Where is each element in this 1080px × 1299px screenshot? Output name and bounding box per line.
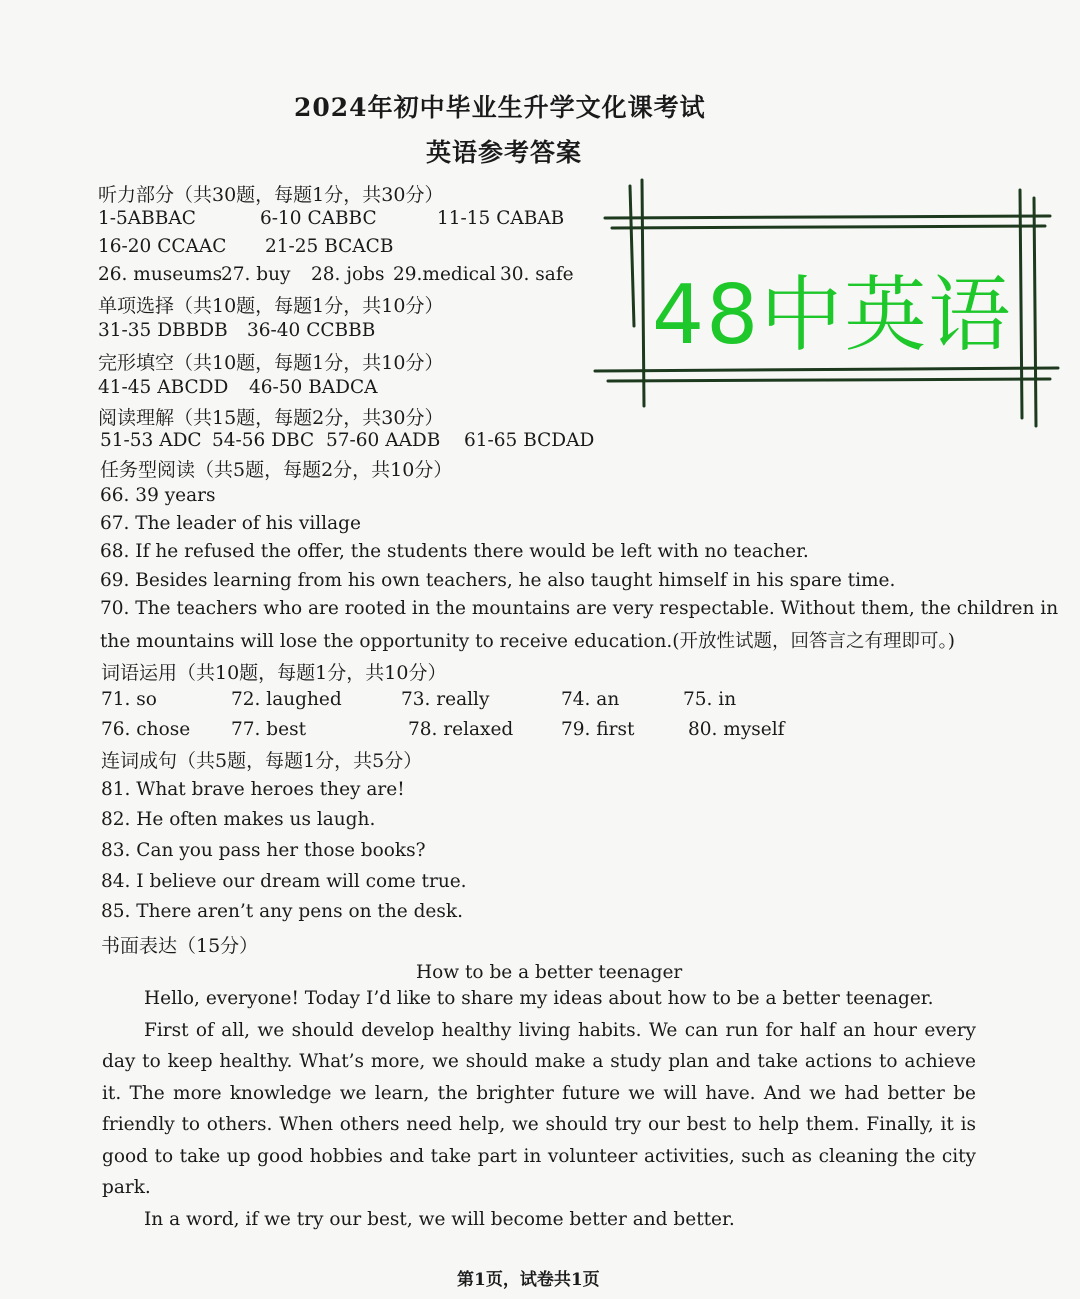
answer-group: 6-10 CABBC (260, 208, 377, 229)
answer-item: 30. safe (500, 264, 574, 285)
answer-group: 41-45 ABCDD (98, 377, 229, 398)
cloze-heading: 完形填空（共10题，每题1分，共10分） (98, 352, 444, 374)
essay-paragraph: First of all, we should develop healthy living habits. We can run for half an hour every day to keep healthy. What’s more, we should make a study plan and take actions to achieve it. The more knowledge we learn, the brighter future we will have. And we had better be friendly to others. When others need help, we should try our best to help them. Finally, it is good to take up good hobbies and take part in volunteer activities, such as cleaning the city park. (102, 1019, 976, 1198)
answer-group: 21-25 BCACB (265, 236, 394, 257)
answer-item: 79. first (561, 719, 635, 740)
answer-line: 81. What brave heroes they are! (101, 779, 405, 800)
answer-line: 69. Besides learning from his own teachers, he also taught himself in his spare time. (100, 570, 896, 591)
answer-item: 29.medical (393, 264, 496, 285)
answer-line: 67. The leader of his village (100, 513, 361, 534)
answer-line: 68. If he refused the offer, the students there would be left with no teacher. (100, 541, 809, 562)
answer-line: 66. 39 years (100, 485, 216, 506)
essay-paragraph: In a word, if we try our best, we will become better and better. (144, 1208, 735, 1230)
answer-item: 78. relaxed (408, 719, 514, 740)
single-choice-heading: 单项选择（共10题，每题1分，共10分） (98, 295, 444, 317)
answer-key-title: 英语参考答案 (426, 138, 583, 167)
sentences-heading: 连词成句（共5题，每题1分，共5分） (101, 750, 423, 772)
answer-group: 16-20 CCAAC (98, 236, 227, 257)
listening-heading: 听力部分（共30题，每题1分，共30分） (98, 184, 444, 206)
writing-heading: 书面表达（15分） (101, 935, 259, 957)
answer-group: 1-5ABBAC (98, 208, 196, 229)
answer-item: 71. so (101, 689, 157, 710)
reading-heading: 阅读理解（共15题，每题2分，共30分） (98, 407, 444, 429)
answer-line: the mountains will lose the opportunity to receive education.(开放性试题，回答言之有理即可。) (100, 631, 955, 652)
answer-line: 84. I believe our dream will come true. (101, 871, 467, 892)
answer-line: 82. He often makes us laugh. (101, 809, 376, 830)
essay-body (102, 983, 976, 1235)
answer-item: 80. myself (688, 719, 785, 740)
answer-line: 70. The teachers who are rooted in the mountains are very respectable. Without them, the children in (100, 598, 1059, 619)
answer-line: 83. Can you pass her those books? (101, 840, 426, 861)
answer-group: 51-53 ADC (100, 430, 202, 451)
exam-title: 2024年初中毕业生升学文化课考试 (294, 93, 706, 122)
word-use-heading: 词语运用（共10题，每题1分，共10分） (101, 662, 447, 684)
answer-group: 31-35 DBBDB (98, 320, 228, 341)
task-reading-heading: 任务型阅读（共5题，每题2分，共10分） (100, 459, 453, 481)
answer-group: 36-40 CCBBB (247, 320, 376, 341)
answer-item: 77. best (231, 719, 307, 740)
answer-item: 73. really (401, 689, 490, 710)
answer-item: 75. in (683, 689, 737, 710)
answer-item: 26. museums (98, 264, 223, 285)
essay-title: How to be a better teenager (416, 962, 683, 983)
answer-group: 57-60 AADB (326, 430, 441, 451)
answer-item: 28. jobs (311, 264, 385, 285)
watermark-text: 48中英语 (652, 268, 1013, 363)
answer-group: 11-15 CABAB (437, 208, 565, 229)
answer-item: 27. buy (221, 264, 291, 285)
answer-line: 85. There aren’t any pens on the desk. (101, 901, 463, 922)
answer-item: 74. an (561, 689, 620, 710)
answer-group: 46-50 BADCA (249, 377, 378, 398)
answer-group: 54-56 DBC (212, 430, 315, 451)
answer-item: 72. laughed (231, 689, 342, 710)
answer-group: 61-65 BCDAD (464, 430, 595, 451)
answer-item: 76. chose (101, 719, 191, 740)
essay-paragraph: Hello, everyone! Today I’d like to share my ideas about how to be a better teenager. (144, 988, 934, 1009)
page-footer: 第1页，试卷共1页 (457, 1270, 600, 1290)
